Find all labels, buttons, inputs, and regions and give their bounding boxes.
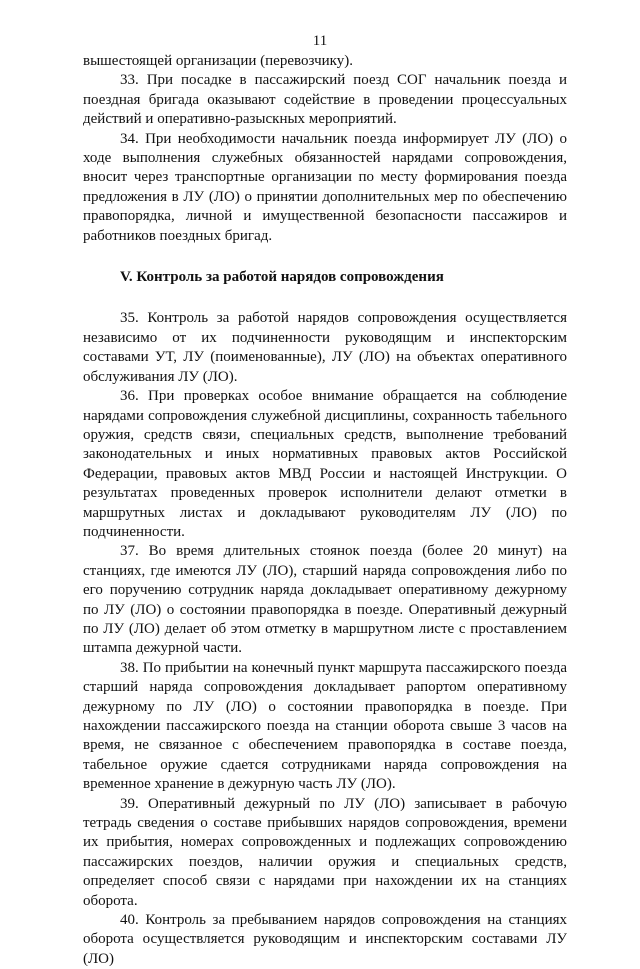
paragraph-35: 35. Контроль за работой нарядов сопровождения осуществляется независимо от их подчиненности руководящим и инспекторским составами УТ, ЛУ (поименованные), ЛУ (ЛО) на объектах оперативного обслуживания ЛУ (ЛО). [83,310,567,385]
paragraph-37: 37. Во время длительных стоянок поезда (более 20 минут) на станциях, где имеются ЛУ (ЛО), старший наряда сопровождения либо по его поручению сотрудник наряда докладывает оперативному дежурному по ЛУ (ЛО) о состоянии правопорядка в поезде. Оперативный дежурный по ЛУ (ЛО) делает об этом отметку в маршрутном листе с проставлением штампа дежурной части. [83,543,567,657]
page-number: 11 [312,33,328,49]
paragraph-continuation: вышестоящей организации (перевозчику). [83,53,353,69]
section-heading: V. Контроль за работой нарядов сопровождения [120,269,444,286]
paragraph-34: 34. При необходимости начальник поезда информирует ЛУ (ЛО) о ходе выполнения служебных обязанностей нарядами сопровождения, вносит через транспортные организации по месту формирования поезда предложения в ЛУ (ЛО) о принятии дополнительных мер по обеспечению правопорядка, личной и имущественной безопасности пассажиров и работников поездных бригад. [83,130,567,244]
paragraph-33: 33. При посадке в пассажирский поезд СОГ начальник поезда и поездная бригада оказывают содействие в проведении процессуальных действий и оперативно-разыскных мероприятий. [83,72,567,128]
paragraph-38: 38. По прибытии на конечный пункт маршрута пассажирского поезда старший наряда сопровождения докладывает рапортом оперативному дежурному по ЛУ (ЛО) о состоянии правопорядка в поезде. При нахождении пассажирского поезда на станции оборота свыше 3 часов на время, не связанное с обеспечением правопорядка в составе поезда, табельное оружие сдается сотрудниками наряда сопровождения на временное хранение в дежурную часть ЛУ (ЛО). [83,659,567,793]
paragraph-39: 39. Оперативный дежурный по ЛУ (ЛО) записывает в рабочую тетрадь сведения о составе прибывших нарядов сопровождения, времени их прибытия, номерах сопровожденных и подлежащих сопровождению пассажирских поездов, наличии оружия и специальных средств, определяет способ связи с нарядами при нахождении их на станциях оборота. [83,795,567,909]
document-body [83,52,567,969]
paragraph-36: 36. При проверках особое внимание обращается на соблюдение нарядами сопровождения служебной дисциплины, сохранность табельного оружия, средств связи, специальных средств, выполнение требований законодательных и иных нормативных правовых актов Российской Федерации, правовых актов МВД России и настоящей Инструкции. О результатах проведенных проверок исполнители делают отметки в маршрутных листах и докладывают руководителям ЛУ (ЛО) по подчиненности. [83,388,567,540]
paragraph-40: 40. Контроль за пребыванием нарядов сопровождения на станциях оборота осуществляется руководящим и инспекторским составами ЛУ (ЛО) [83,912,567,967]
